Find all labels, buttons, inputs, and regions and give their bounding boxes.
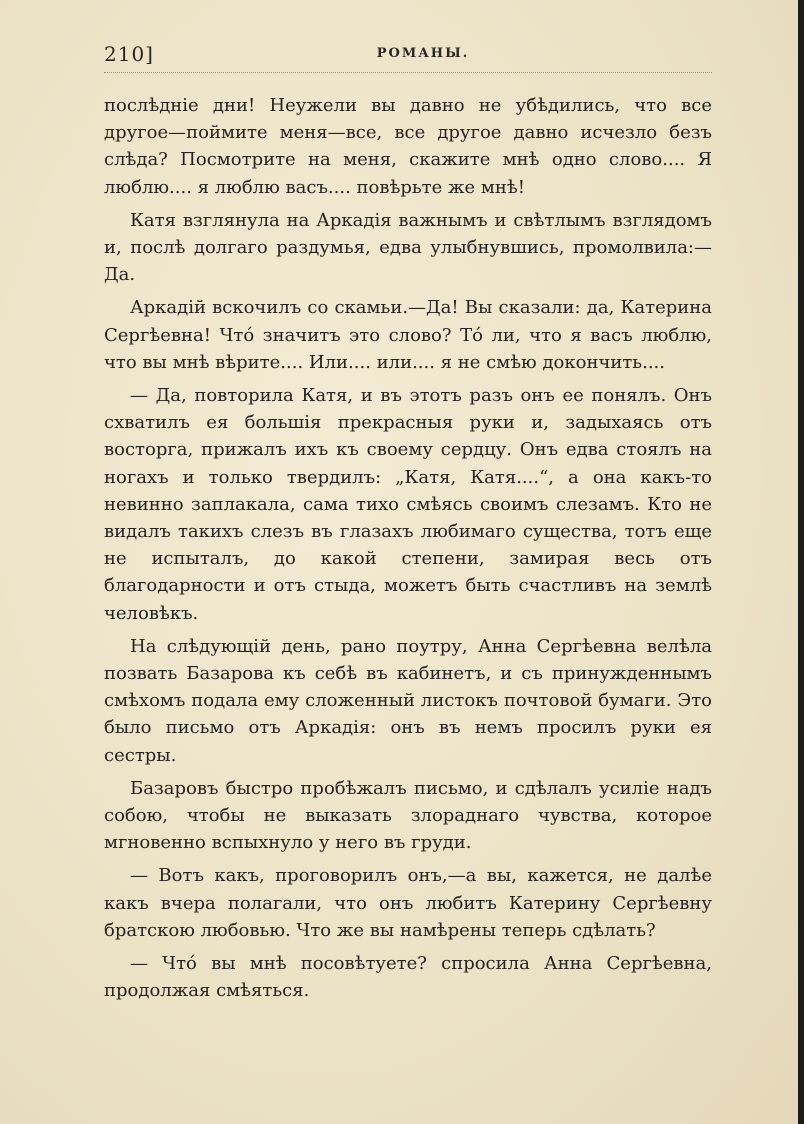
page-edge <box>798 0 804 1124</box>
page-number: 210] <box>104 42 154 66</box>
paragraph: Катя взглянула на Аркадія важнымъ и свѣтлымъ взглядомъ и, послѣ долгаго раздумья, едва улыбнувшись, промолвила:—Да. <box>104 209 712 286</box>
paragraph: На слѣдующій день, рано поутру, Анна Сергѣевна велѣла позвать Базарова къ себѣ въ кабинетъ, и съ принужденнымъ смѣхомъ подала ему сложенный листокъ почтовой бумаги. Это было письмо отъ Аркадія: онъ въ немъ просилъ руки ея сестры. <box>104 635 712 766</box>
paragraph: — Что́ вы мнѣ посовѣтуете? спросила Анна Сергѣевна, продолжая смѣяться. <box>104 953 712 1002</box>
body-text <box>104 92 712 1011</box>
paragraph: — Вотъ какъ, проговорилъ онъ,—а вы, кажется, не далѣе какъ вчера полагали, что онъ любитъ Катерину Сергѣевну братскою любовью. Что же вы намѣрены теперь сдѣлать? <box>104 865 712 941</box>
running-title: РОМАНЫ. <box>376 46 470 61</box>
paragraph: Аркадій вскочилъ со скамьи.—Да! Вы сказали: да, Катерина Сергѣевна! Что́ значитъ это слово? То́ ли, что я васъ люблю, что вы мнѣ вѣрите.... Или.... или.... я не смѣю докончить.... <box>104 297 712 373</box>
page-header <box>104 42 712 70</box>
paragraph: Базаровъ быстро пробѣжалъ письмо, и сдѣлалъ усиліе надъ собою, чтобы не выказать злораднаго чувства, которое мгновенно вспыхнуло у него въ груди. <box>104 777 712 854</box>
paragraph: послѣдніе дни! Неужели вы давно не убѣдились, что все другое—поймите меня—все, все другое давно исчезло безъ слѣда? Посмотрите на меня, скажите мнѣ одно слово.... Я люблю.... я люблю васъ.... повѣрьте же мнѣ! <box>104 95 712 198</box>
paragraph: — Да, повторила Катя, и въ этотъ разъ онъ ее понялъ. Онъ схватилъ ея большія прекрасныя руки и, задыхаясь отъ восторга, прижалъ ихъ къ своему сердцу. Онъ едва стоялъ на ногахъ и только твердилъ: „Катя, Катя....“, а она какъ-то невинно заплакала, сама тихо смѣясь своимъ слезамъ. Кто не видалъ такихъ слезъ въ глазахъ любимаго существа, тотъ еще не испыталъ, до какой степени, замирая весь отъ благодарности и отъ стыда, можетъ быть счастливъ на землѣ человѣкъ. <box>104 385 712 624</box>
header-divider <box>104 72 712 73</box>
